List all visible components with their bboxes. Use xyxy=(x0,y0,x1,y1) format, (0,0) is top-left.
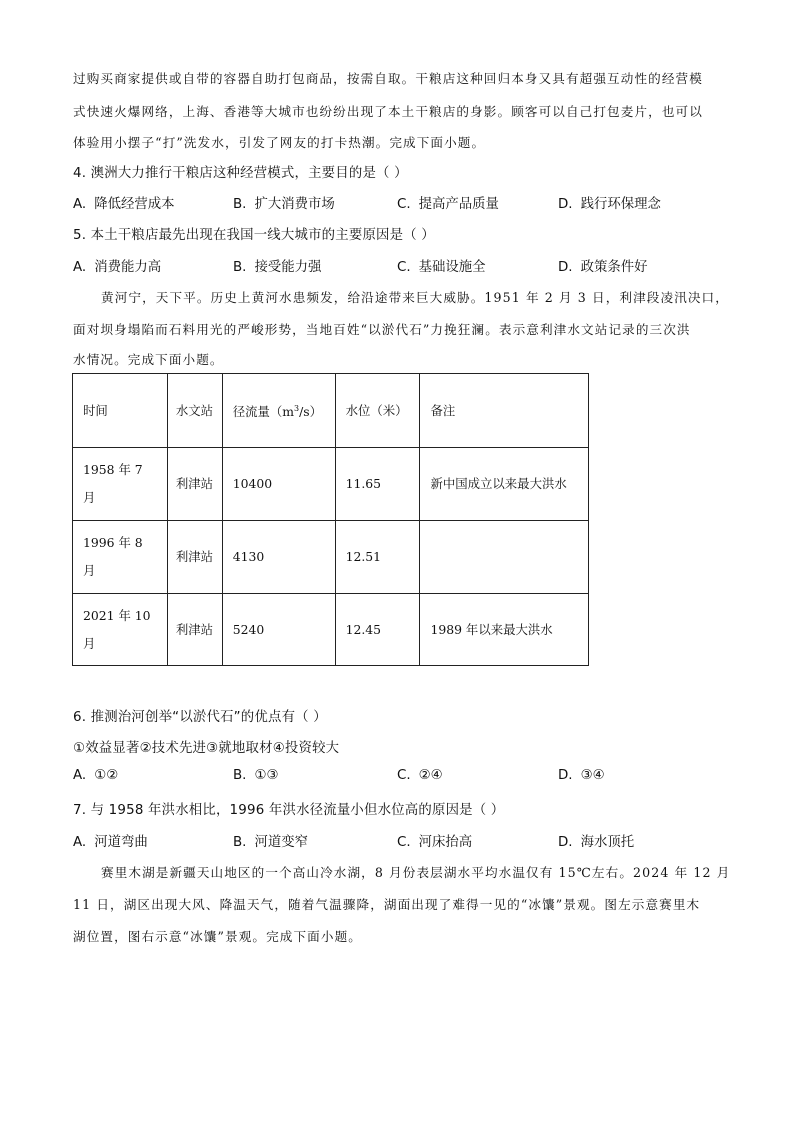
option-text: 提高产品质量 xyxy=(418,197,499,212)
cell-level: 12.45 xyxy=(335,594,420,666)
option-letter: C. xyxy=(397,835,411,850)
option-text: 降低经营成本 xyxy=(94,197,175,212)
cell-flow: 10400 xyxy=(222,448,335,521)
option-text: 接受能力强 xyxy=(254,260,322,275)
option-text: ①② xyxy=(94,768,119,783)
question-7-stem: 7. 与 1958 年洪水相比，1996 年洪水径流量小但水位高的原因是（ ） xyxy=(73,803,505,818)
option-letter: D. xyxy=(558,260,573,275)
table-row xyxy=(73,594,589,666)
option-c[interactable] xyxy=(397,256,486,275)
question-6-statements: ①效益显著②技术先进③就地取材④投资较大 xyxy=(73,741,340,756)
cell-station: 利津站 xyxy=(167,448,222,521)
header-level: 水位（米） xyxy=(335,374,420,448)
option-text: 河道变窄 xyxy=(254,835,309,850)
option-a[interactable] xyxy=(73,256,161,275)
question-6-stem: 6. 推测治河创举“以淤代石”的优点有（ ） xyxy=(73,710,327,725)
yellow-river-passage-line: 面对坝身塌陷而石料用光的严峻形势，当地百姓“以淤代石”力挽狂澜。表示意利津水文站记录的三次洪 xyxy=(73,322,691,337)
option-text: 基础设施全 xyxy=(418,260,486,275)
option-letter: B. xyxy=(233,768,247,783)
table-row xyxy=(73,448,589,521)
option-text: 海水顶托 xyxy=(580,835,635,850)
option-letter: D. xyxy=(558,197,573,212)
intro-passage-line: 体验用小摆子“打”洗发水，引发了网友的打卡热潮。完成下面小题。 xyxy=(73,135,486,150)
yellow-river-passage-line: 黄河宁，天下平。历史上黄河水患频发，给沿途带来巨大威胁。1951 年 2 月 3 日，利津段凌汛决口， xyxy=(101,290,729,305)
option-text: 河道弯曲 xyxy=(94,835,148,850)
option-letter: C. xyxy=(397,260,411,275)
option-c[interactable] xyxy=(397,831,472,850)
option-letter: A. xyxy=(73,768,87,783)
option-letter: C. xyxy=(397,768,411,783)
header-note: 备注 xyxy=(420,374,589,448)
cell-station: 利津站 xyxy=(167,594,222,666)
option-text: 政策条件好 xyxy=(580,260,648,275)
cell-flow: 5240 xyxy=(222,594,335,666)
question-4-stem: 4. 澳洲大力推行干粮店这种经营模式，主要目的是（ ） xyxy=(73,166,408,181)
cell-flow: 4130 xyxy=(222,521,335,594)
cell-time: 1996 年 8 月 xyxy=(73,521,168,594)
lake-passage-line: 湖位置，图右示意“冰馕”景观。完成下面小题。 xyxy=(73,929,362,944)
header-station: 水文站 xyxy=(167,374,222,448)
option-text: 践行环保理念 xyxy=(580,197,661,212)
option-b[interactable] xyxy=(233,193,335,212)
cell-level: 12.51 xyxy=(335,521,420,594)
option-b[interactable] xyxy=(233,256,321,275)
option-c[interactable] xyxy=(397,768,443,783)
yellow-river-passage-line: 水情况。完成下面小题。 xyxy=(73,352,224,367)
option-d[interactable] xyxy=(558,831,634,850)
header-flow-unit: /s） xyxy=(299,404,323,420)
option-c[interactable] xyxy=(397,193,499,212)
cell-note xyxy=(420,521,589,594)
cell-station: 利津站 xyxy=(167,521,222,594)
header-flow-sup: 3 xyxy=(294,403,300,413)
cell-time: 2021 年 10 月 xyxy=(73,594,168,666)
header-time: 时间 xyxy=(73,374,168,448)
option-text: ①③ xyxy=(254,768,279,783)
flood-record-table xyxy=(72,373,589,666)
option-b[interactable] xyxy=(233,831,308,850)
option-letter: C. xyxy=(397,197,411,212)
intro-passage-line: 过购买商家提供或自带的容器自助打包商品，按需自取。干粮店这种回归本身又具有超强互动性的经营模 xyxy=(73,71,703,86)
cell-time: 1958 年 7 月 xyxy=(73,448,168,521)
option-text: ③④ xyxy=(580,768,605,783)
option-letter: B. xyxy=(233,835,247,850)
intro-passage-line: 式快速火爆网络，上海、香港等大城市也纷纷出现了本土干粮店的身影。顾客可以自己打包麦片，也可以 xyxy=(73,104,703,119)
cell-level: 11.65 xyxy=(335,448,420,521)
option-text: 消费能力高 xyxy=(94,260,162,275)
option-letter: B. xyxy=(233,197,247,212)
option-a[interactable] xyxy=(73,831,148,850)
option-text: 扩大消费市场 xyxy=(254,197,335,212)
option-text: 河床抬高 xyxy=(418,835,473,850)
option-letter: A. xyxy=(73,260,87,275)
option-letter: D. xyxy=(558,768,573,783)
option-d[interactable] xyxy=(558,768,605,783)
cell-note: 新中国成立以来最大洪水 xyxy=(420,448,589,521)
option-a[interactable] xyxy=(73,193,175,212)
header-flow-label: 径流量（m xyxy=(232,404,295,420)
cell-note: 1989 年以来最大洪水 xyxy=(420,594,589,666)
option-letter: B. xyxy=(233,260,247,275)
option-a[interactable] xyxy=(73,768,118,783)
option-letter: A. xyxy=(73,197,87,212)
header-flow xyxy=(222,374,335,448)
option-letter: A. xyxy=(73,835,87,850)
option-text: ②④ xyxy=(418,768,443,783)
option-d[interactable] xyxy=(558,256,648,275)
lake-passage-line: 赛里木湖是新疆天山地区的一个高山冷水湖，8 月份表层湖水平均水温仅有 15℃左右。2024 年 12 月 xyxy=(101,865,731,880)
question-5-stem: 5. 本土干粮店最先出现在我国一线大城市的主要原因是（ ） xyxy=(73,228,435,243)
option-letter: D. xyxy=(558,835,573,850)
lake-passage-line: 11 日，湖区出现大风、降温天气，随着气温骤降，湖面出现了难得一见的“冰馕”景观。图左示意赛里木 xyxy=(73,897,701,912)
option-d[interactable] xyxy=(558,193,661,212)
table-header-row xyxy=(73,374,589,448)
option-b[interactable] xyxy=(233,768,278,783)
table-row xyxy=(73,521,589,594)
